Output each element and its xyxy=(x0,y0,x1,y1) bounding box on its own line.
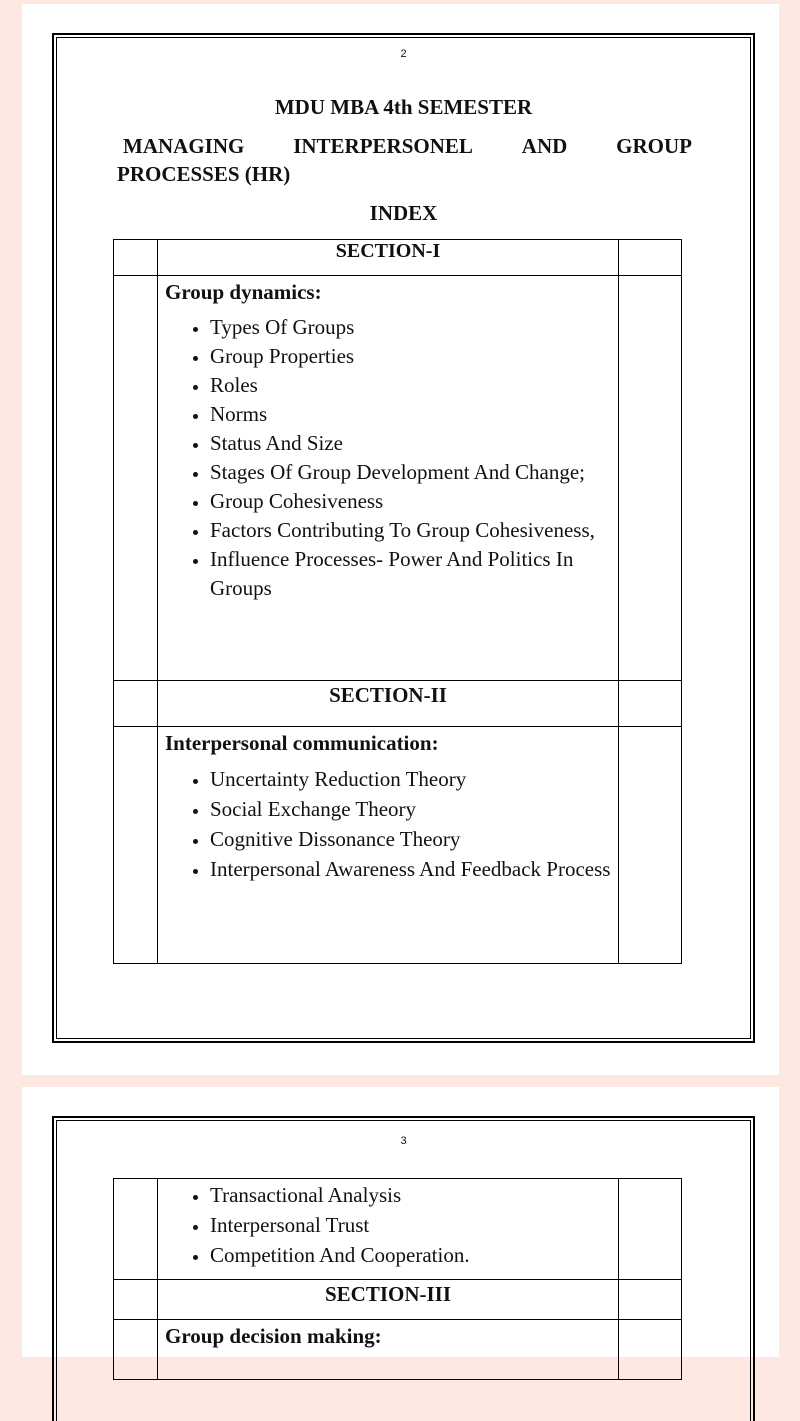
topic-list xyxy=(158,1180,618,1270)
list-item: • Group Cohesiveness xyxy=(210,487,618,516)
list-item: • Stages Of Group Development And Change; xyxy=(210,458,618,487)
document-page-2 xyxy=(22,1087,779,1357)
list-item: • Status And Size xyxy=(210,429,618,458)
table-row xyxy=(114,1179,682,1280)
table-row xyxy=(114,276,682,681)
document-page-1 xyxy=(22,4,779,1075)
list-item: • Transactional Analysis xyxy=(210,1180,618,1210)
list-item: • Group Properties xyxy=(210,342,618,371)
subject-word: AND xyxy=(521,134,568,158)
topic-list xyxy=(158,313,618,603)
section-heading: SECTION-III xyxy=(158,1280,619,1320)
page-border xyxy=(53,1117,754,1421)
list-item: • Types Of Groups xyxy=(210,313,618,342)
subject-line-2: PROCESSES (HR) xyxy=(117,162,291,186)
list-item: • Norms xyxy=(210,400,618,429)
table-row xyxy=(114,681,682,727)
index-table xyxy=(113,239,682,964)
list-item: • Interpersonal Trust xyxy=(210,1210,618,1240)
subject-word: INTERPERSONEL xyxy=(293,134,473,158)
page-border xyxy=(53,34,754,1042)
subject-word: MANAGING xyxy=(123,134,245,158)
section-heading: SECTION-II xyxy=(158,681,619,727)
topic-heading: Interpersonal communication: xyxy=(165,731,439,755)
table-row xyxy=(114,1280,682,1320)
table-row xyxy=(114,727,682,964)
page-number: 2 xyxy=(400,48,407,60)
table-row xyxy=(114,240,682,276)
list-item: • Interpersonal Awareness And Feedback Process xyxy=(210,854,618,884)
list-item: • Competition And Cooperation. xyxy=(210,1240,618,1270)
subject-title xyxy=(117,132,692,188)
list-item: • Cognitive Dissonance Theory xyxy=(210,824,618,854)
topic-list xyxy=(158,764,618,884)
list-item: • Influence Processes- Power And Politics In Groups xyxy=(210,545,618,603)
section-heading: SECTION-I xyxy=(158,240,619,276)
list-item: • Social Exchange Theory xyxy=(210,794,618,824)
document-title: MDU MBA 4th SEMESTER xyxy=(274,95,533,119)
index-heading: INDEX xyxy=(369,201,438,225)
index-table xyxy=(113,1178,682,1380)
subject-word: GROUP xyxy=(616,134,692,158)
topic-heading: Group dynamics: xyxy=(165,280,322,304)
list-item: • Uncertainty Reduction Theory xyxy=(210,764,618,794)
list-item: • Roles xyxy=(210,371,618,400)
list-item: • Factors Contributing To Group Cohesiveness, xyxy=(210,516,618,545)
page-number: 3 xyxy=(400,1135,407,1147)
table-row xyxy=(114,1320,682,1380)
topic-heading: Group decision making: xyxy=(165,1324,382,1348)
